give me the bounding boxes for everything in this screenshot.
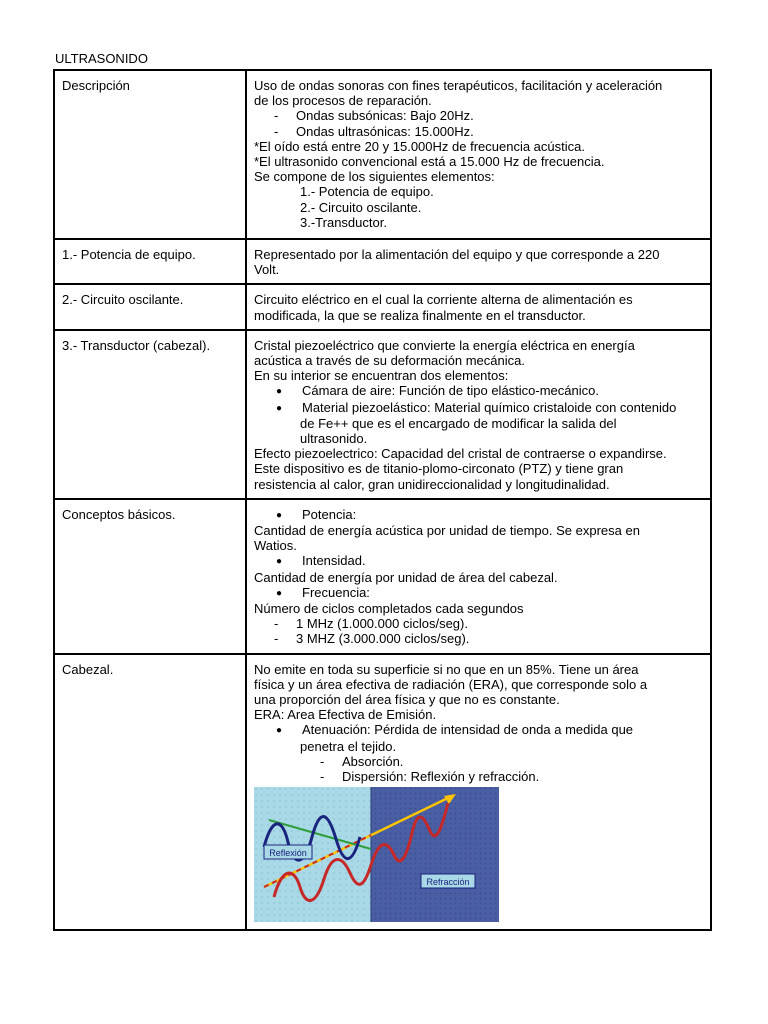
text-line: una proporción del área física y que no es constante. [254, 692, 560, 708]
list-item-text: Intensidad. [302, 553, 366, 569]
dash-icon: - [274, 108, 279, 124]
bullet-icon: ● [276, 556, 283, 568]
list-item-text: 1 MHz (1.000.000 ciclos/seg). [296, 616, 468, 632]
ultrasound-reflection-refraction-diagram [254, 787, 499, 922]
row-label: 2.- Circuito oscilante. [54, 284, 246, 329]
bullet-icon: ● [276, 386, 283, 398]
dash-icon: - [274, 123, 279, 139]
row-content [246, 499, 711, 654]
text-line: No emite en toda su superficie si no que en un 85%. Tiene un área [254, 661, 639, 677]
text-line: En su interior se encuentran dos elementos: [254, 368, 509, 384]
text-line: Este dispositivo es de titanio-plomo-circonato (PTZ) y tiene gran [254, 461, 624, 477]
text-line: *El oído está entre 20 y 15.000Hz de frecuencia acústica. [254, 138, 585, 154]
text-line: *El ultrasonido convencional está a 15.000 Hz de frecuencia. [254, 154, 605, 170]
dash-icon: - [274, 631, 279, 647]
row-label: 1.- Potencia de equipo. [54, 239, 246, 284]
row-label: Descripción [54, 70, 246, 239]
list-item [254, 631, 703, 646]
text-line: Circuito eléctrico en el cual la corriente alterna de alimentación es [254, 292, 633, 308]
text-line: acústica a través de su deformación mecánica. [254, 353, 525, 369]
list-item-text: Frecuencia: [302, 584, 370, 600]
text-line: Cantidad de energía por unidad de área del cabezal. [254, 569, 558, 585]
text-line: Se compone de los siguientes elementos: [254, 169, 495, 185]
list-item [254, 108, 703, 123]
table-row [54, 654, 711, 930]
text-line: Watios. [254, 538, 297, 554]
list-item-text: 3 MHZ (3.000.000 ciclos/seg). [296, 631, 470, 647]
row-content [246, 330, 711, 499]
list-item [254, 383, 703, 399]
row-label: Cabezal. [54, 654, 246, 930]
dash-icon: - [274, 616, 279, 632]
medium-2-texture [371, 787, 499, 922]
document-title: ULTRASONIDO [55, 51, 148, 66]
list-item [254, 507, 703, 523]
numbered-item: 2.- Circuito oscilante. [300, 199, 422, 215]
list-item-text: Potencia: [302, 506, 357, 522]
row-label: 3.- Transductor (cabezal). [54, 330, 246, 499]
list-item-text: Cámara de aire: Función de tipo elástico-mecánico. [302, 383, 599, 399]
table-row [54, 284, 711, 329]
text-line: penetra el tejido. [300, 738, 397, 754]
list-item [254, 400, 703, 416]
list-item-text: Dispersión: Reflexión y refracción. [342, 769, 540, 785]
row-content [246, 284, 711, 329]
text-line: Representado por la alimentación del equipo y que corresponde a 220 [254, 247, 660, 262]
text-line: Cantidad de energía acústica por unidad de tiempo. Se expresa en [254, 523, 640, 539]
list-item [254, 616, 703, 631]
text-line: ultrasonido. [300, 431, 368, 447]
list-item [254, 722, 703, 738]
list-item [254, 553, 703, 569]
text-line: resistencia al calor, gran unidireccionalidad y longitudinalidad. [254, 476, 610, 492]
list-item [254, 124, 703, 139]
list-item-text: Material piezoelástico: Material químico cristaloide con contenido [302, 399, 677, 415]
text-line: Uso de ondas sonoras con fines terapéuticos, facilitación y aceleración [254, 78, 663, 93]
list-item-text: Absorción. [342, 753, 404, 769]
refraction-label: Refracción [426, 877, 470, 888]
text-line: ERA: Area Efectiva de Emisión. [254, 707, 437, 723]
bullet-icon: ● [276, 509, 283, 521]
row-content [246, 70, 711, 239]
bullet-icon: ● [276, 587, 283, 599]
table-row [54, 239, 711, 284]
text-line: Cristal piezoeléctrico que convierte la energía eléctrica en energía [254, 337, 635, 353]
dash-icon: - [320, 769, 325, 785]
table-row [54, 70, 711, 239]
text-line: Volt. [254, 262, 280, 278]
row-label: Conceptos básicos. [54, 499, 246, 654]
text-line: modificada, la que se realiza finalmente en el transductor. [254, 307, 586, 323]
text-line: Efecto piezoelectrico: Capacidad del cristal de contraerse o expandirse. [254, 446, 667, 462]
text-line: Número de ciclos completados cada segundos [254, 601, 524, 617]
numbered-item: 3.-Transductor. [300, 214, 387, 230]
table-row [54, 499, 711, 654]
dash-icon: - [320, 753, 325, 769]
list-item-text: Ondas ultrasónicas: 15.000Hz. [296, 123, 474, 139]
list-item-text: Atenuación: Pérdida de intensidad de onda a medida que [302, 722, 634, 738]
list-item [254, 585, 703, 601]
reflection-label: Reflexión [269, 848, 307, 859]
bullet-icon: ● [276, 402, 283, 414]
list-item [254, 754, 703, 769]
bullet-icon: ● [276, 725, 283, 737]
list-item [254, 769, 703, 784]
numbered-item: 1.- Potencia de equipo. [300, 184, 434, 200]
row-content [246, 239, 711, 284]
content-table [53, 69, 712, 931]
list-item-text: Ondas subsónicas: Bajo 20Hz. [296, 108, 474, 124]
text-line: física y un área efectiva de radiación (ERA), que corresponde solo a [254, 676, 648, 692]
table-row [54, 330, 711, 499]
row-content [246, 654, 711, 930]
text-line: de los procesos de reparación. [254, 93, 432, 109]
text-line: de Fe++ que es el encargado de modificar la salida del [300, 415, 617, 431]
